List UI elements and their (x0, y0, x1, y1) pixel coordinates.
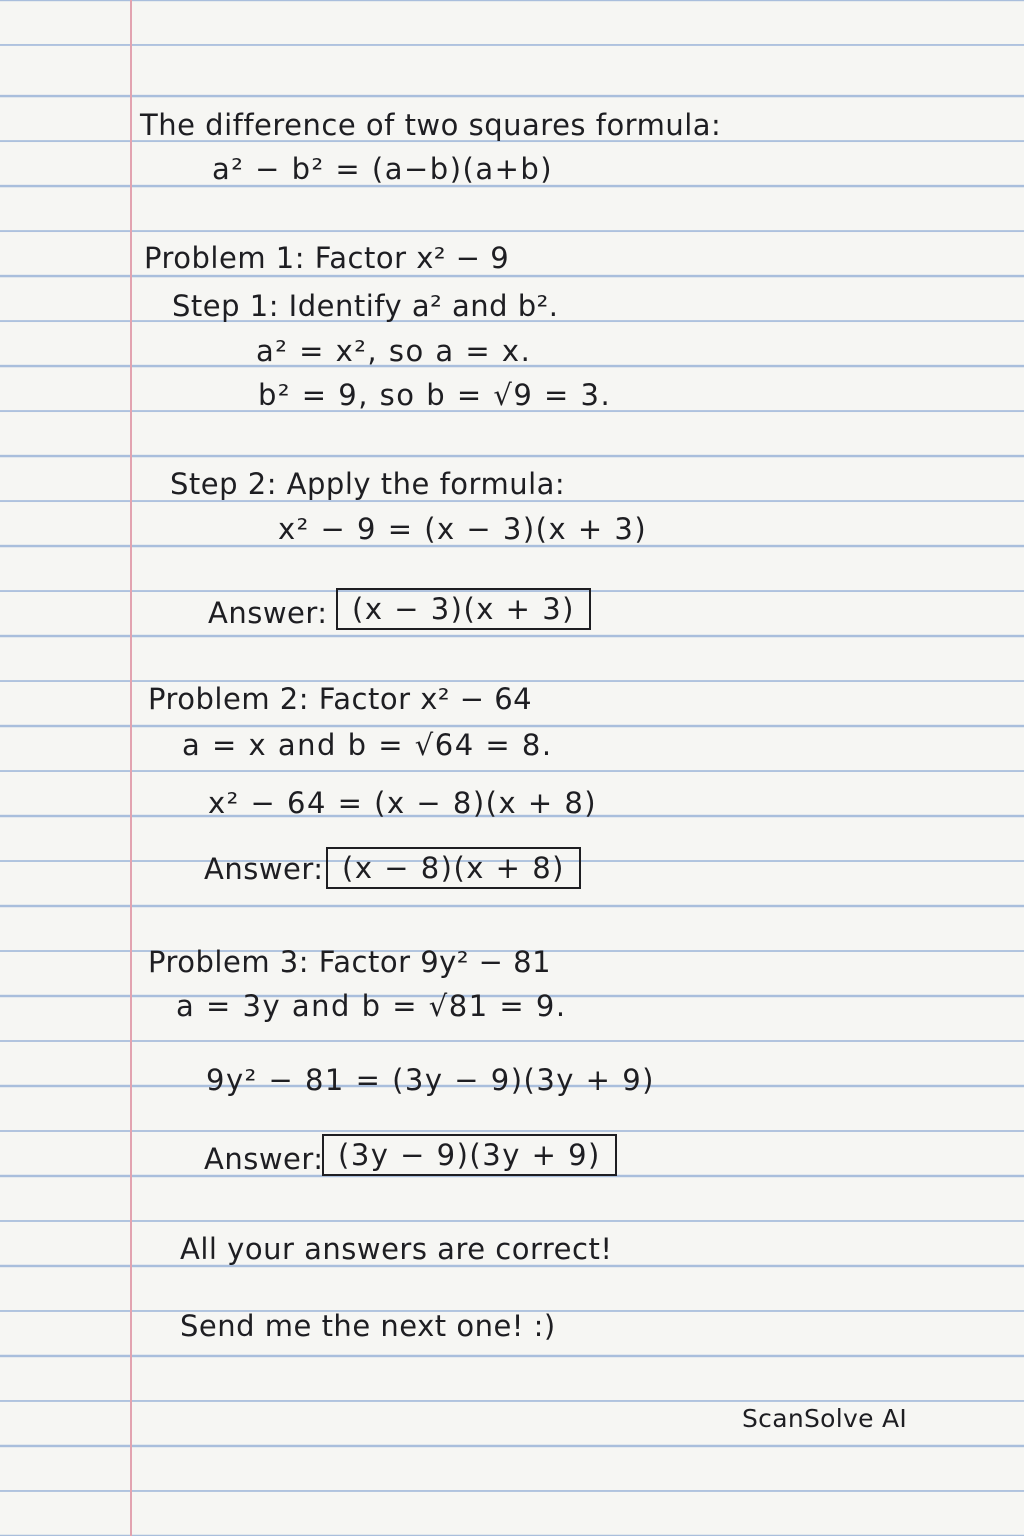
problem1-answer-box: (x − 3)(x + 3) (336, 588, 591, 630)
brand-signature: ScanSolve AI (742, 1404, 908, 1433)
problem1-b-line: b² = 9, so b = √9 = 3. (258, 378, 612, 412)
closing-line-2: Send me the next one! :) (180, 1309, 556, 1343)
problem3-heading: Problem 3: Factor 9y² − 81 (148, 945, 552, 979)
closing-line-1: All your answers are correct! (180, 1232, 613, 1266)
problem1-heading: Problem 1: Factor x² − 9 (144, 241, 510, 275)
problem2-equation: x² − 64 = (x − 8)(x + 8) (208, 786, 598, 820)
problem2-heading: Problem 2: Factor x² − 64 (148, 682, 533, 716)
formula-title: The difference of two squares formula: (140, 108, 722, 142)
problem2-answer-label: Answer: (204, 852, 324, 886)
margin-line (130, 0, 132, 1536)
problem1-step2: Step 2: Apply the formula: (170, 467, 566, 501)
problem1-answer-label: Answer: (208, 596, 328, 630)
formula: a² − b² = (a−b)(a+b) (212, 152, 554, 186)
problem3-ab-line: a = 3y and b = √81 = 9. (176, 989, 567, 1023)
problem3-answer-box: (3y − 9)(3y + 9) (322, 1134, 617, 1176)
problem3-answer-label: Answer: (204, 1142, 324, 1176)
problem1-step1: Step 1: Identify a² and b². (172, 289, 559, 323)
problem2-ab-line: a = x and b = √64 = 8. (182, 728, 553, 762)
problem1-equation: x² − 9 = (x − 3)(x + 3) (278, 512, 648, 546)
problem3-equation: 9y² − 81 = (3y − 9)(3y + 9) (206, 1063, 655, 1097)
problem2-answer-box: (x − 8)(x + 8) (326, 847, 581, 889)
problem1-a-line: a² = x², so a = x. (256, 334, 532, 368)
